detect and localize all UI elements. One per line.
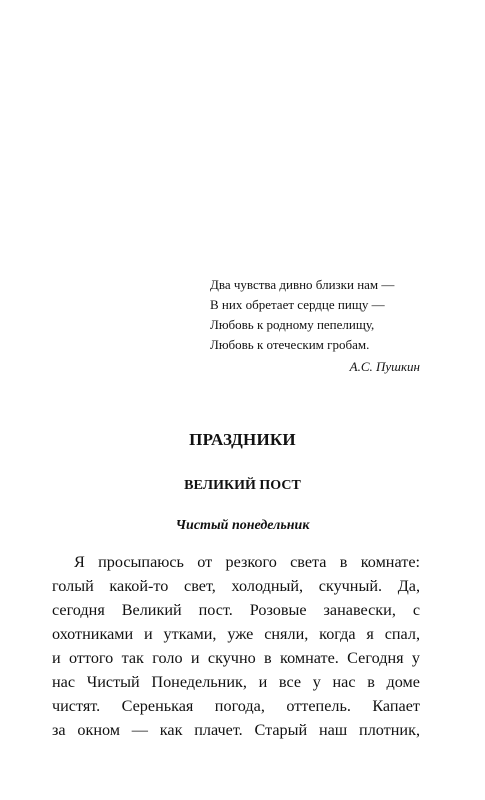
body-line: чистят. Серенькая погода, оттепель. Капает [52,697,420,715]
body-line: Я просыпаюсь от резкого света в комнате: [74,553,420,571]
epigraph-line: Любовь к родному пепелищу, [210,317,375,332]
body-paragraph [52,550,420,742]
subsection-title: ВЕЛИКИЙ ПОСТ [184,478,301,493]
body-line: за окном — как плачет. Старый наш плотник, [52,721,420,739]
epigraph-line: В них обретает сердце пищу — [210,297,385,312]
epigraph-line: Любовь к отеческим гробам. [210,337,370,352]
body-line: сегодня Великий пост. Розовые занавески, с [52,601,420,619]
body-line: охотниками и утками, уже сняли, когда я спал, [52,625,420,643]
body-line: и оттого так голо и скучно в комнате. Сегодня у [52,649,420,667]
chapter-title: Чистый понедельник [175,518,310,533]
epigraph [210,275,430,377]
body-line: голый какой-то свет, холодный, скучный. Да, [52,577,420,595]
section-title: ПРАЗДНИКИ [189,430,296,449]
epigraph-author: А.С. Пушкин [349,359,420,374]
body-line: нас Чистый Понедельник, и все у нас в доме [52,673,420,691]
epigraph-line: Два чувства дивно близки нам — [210,277,395,292]
